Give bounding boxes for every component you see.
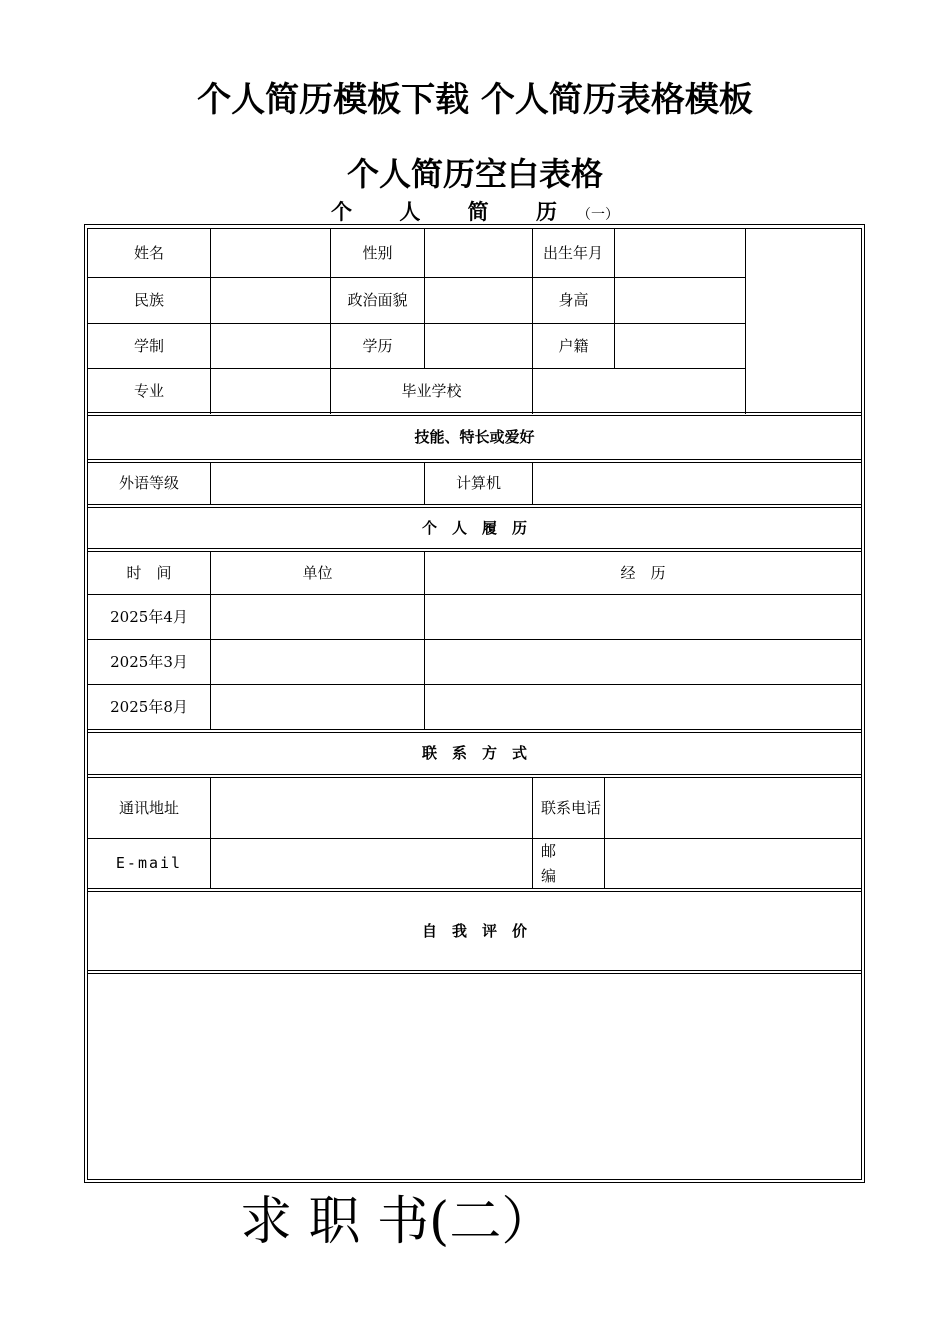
- grid-line: [210, 463, 211, 504]
- page-sub-title: 个人简历空白表格: [346, 155, 603, 193]
- self-eval-section-title: 自 我 评 价: [421, 921, 527, 940]
- resume-heading-text: 个 人 简 历: [331, 199, 577, 224]
- label-education: 学历: [362, 336, 393, 355]
- label-postcode: 邮编: [541, 841, 557, 885]
- contact-section-title: 联 系 方 式: [421, 744, 527, 762]
- label-address: 通讯地址: [118, 799, 179, 817]
- history-row-date: 2025年4月: [110, 607, 188, 626]
- label-major: 专业: [133, 381, 164, 400]
- history-col-time: 时 间: [126, 564, 172, 582]
- photo-area: [746, 229, 861, 413]
- history-row-date: 2025年8月: [110, 697, 188, 716]
- label-school: 毕业学校: [401, 381, 462, 400]
- history-row-date: 2025年3月: [110, 652, 188, 671]
- label-phone: 联系电话: [541, 799, 602, 817]
- history-col-experience: 经 历: [620, 564, 666, 582]
- label-ethnicity: 民族: [133, 291, 164, 309]
- grid-line: [424, 228, 425, 368]
- label-schooling: 学制: [133, 336, 164, 355]
- resume-heading-tag: （一）: [576, 207, 619, 223]
- grid-line: [532, 463, 533, 504]
- skills-section-title: 技能、特长或爱好: [414, 428, 535, 446]
- label-gender: 性别: [362, 243, 393, 262]
- section-divider: [87, 774, 862, 778]
- grid-line: [604, 778, 605, 889]
- label-political: 政治面貌: [347, 291, 408, 309]
- grid-line: [210, 228, 211, 414]
- history-section-title: 个 人 履 历: [421, 518, 527, 537]
- form-inner-right-border: [861, 228, 862, 1180]
- label-household: 户籍: [558, 336, 589, 355]
- label-foreign-language: 外语等级: [118, 474, 179, 492]
- form-inner-bottom-border: [87, 1179, 862, 1180]
- footer-title: 求 职 书(二）: [240, 1192, 554, 1252]
- label-birth: 出生年月: [542, 243, 603, 262]
- label-email: E-mail: [115, 854, 183, 872]
- history-col-unit: 单位: [302, 564, 333, 582]
- grid-line: [210, 778, 211, 889]
- label-name: 姓名: [133, 243, 164, 262]
- section-divider: [87, 548, 862, 552]
- page-main-title: 个人简历模板下载 个人简历表格模板: [197, 80, 753, 120]
- self-eval-content-area: [88, 974, 861, 1179]
- grid-line: [614, 228, 615, 368]
- label-computer: 计算机: [455, 474, 501, 492]
- label-height: 身高: [558, 291, 589, 309]
